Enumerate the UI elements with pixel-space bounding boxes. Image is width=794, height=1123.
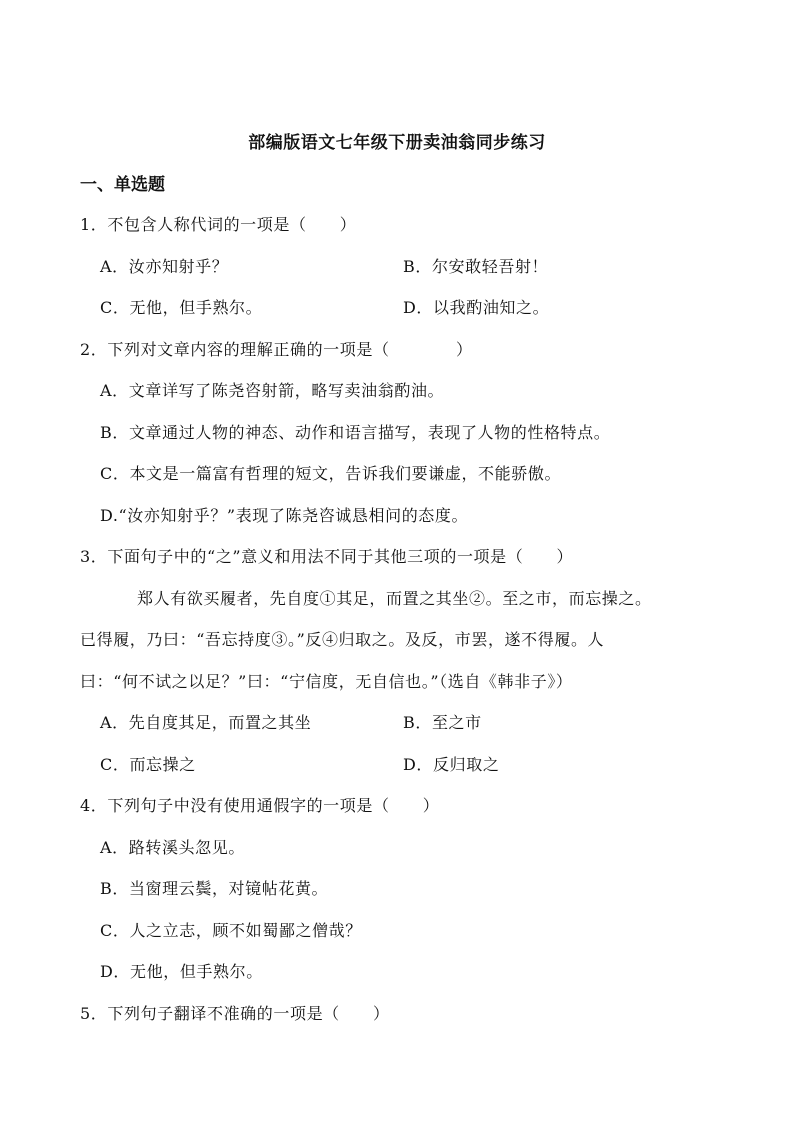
section-heading: 一、单选题 [80,175,165,195]
question-3-stem: 3．下面句子中的“之”意义和用法不同于其他三项的一项是（ ） [80,547,574,566]
question-2-option-a: A．文章详写了陈尧咨射箭，略写卖油翁酌油。 [100,381,445,400]
question-1-option-c: C．无他，但手熟尔。 [100,298,263,317]
page-title: 部编版语文七年级下册卖油翁同步练习 [248,133,546,153]
question-3-passage-line-2: 已得履，乃曰：“吾忘持度③。”反④归取之。及反，市罢，遂不得履。人 [80,630,605,649]
question-3-option-c: C．而忘操之 [100,755,196,774]
question-3-option-d: D．反归取之 [403,755,500,774]
question-3-option-b: B．至之市 [403,713,482,732]
question-4-option-c: C．人之立志，顾不如蜀鄙之僧哉？ [100,921,362,940]
question-2-stem: 2．下列对文章内容的理解正确的一项是（ ） [80,340,473,359]
question-2-option-c: C．本文是一篇富有哲理的短文，告诉我们要谦虚，不能骄傲。 [100,464,562,483]
question-4-option-a: A．路转溪头忽见。 [100,838,245,857]
question-4-option-d: D．无他，但手熟尔。 [100,962,263,981]
question-3-passage-line-3: 曰：“何不试之以足？”曰：“宁信度，无自信也。”（选自《韩非子》） [80,672,573,691]
question-1-option-b: B．尔安敢轻吾射！ [403,257,549,276]
question-2-option-b: B．文章通过人物的神态、动作和语言描写，表现了人物的性格特点。 [100,423,611,442]
question-1-stem: 1．不包含人称代词的一项是（ ） [80,215,357,234]
question-2-option-d: D.“汝亦知射乎？”表现了陈尧咨诚恳相问的态度。 [100,506,469,525]
question-4-stem: 4．下列句子中没有使用通假字的一项是（ ） [80,796,440,815]
question-3-passage-line-1: 郑人有欲买履者，先自度①其足，而置之其坐②。至之市，而忘操之。 [137,589,652,608]
question-1-option-a: A．汝亦知射乎？ [100,257,229,276]
question-3-option-a: A．先自度其足，而置之其坐 [100,713,312,732]
question-4-option-b: B．当窗理云鬓，对镜帖花黄。 [100,879,329,898]
question-1-option-d: D．以我酌油知之。 [403,298,550,317]
question-5-stem: 5．下列句子翻译不准确的一项是（ ） [80,1004,390,1023]
